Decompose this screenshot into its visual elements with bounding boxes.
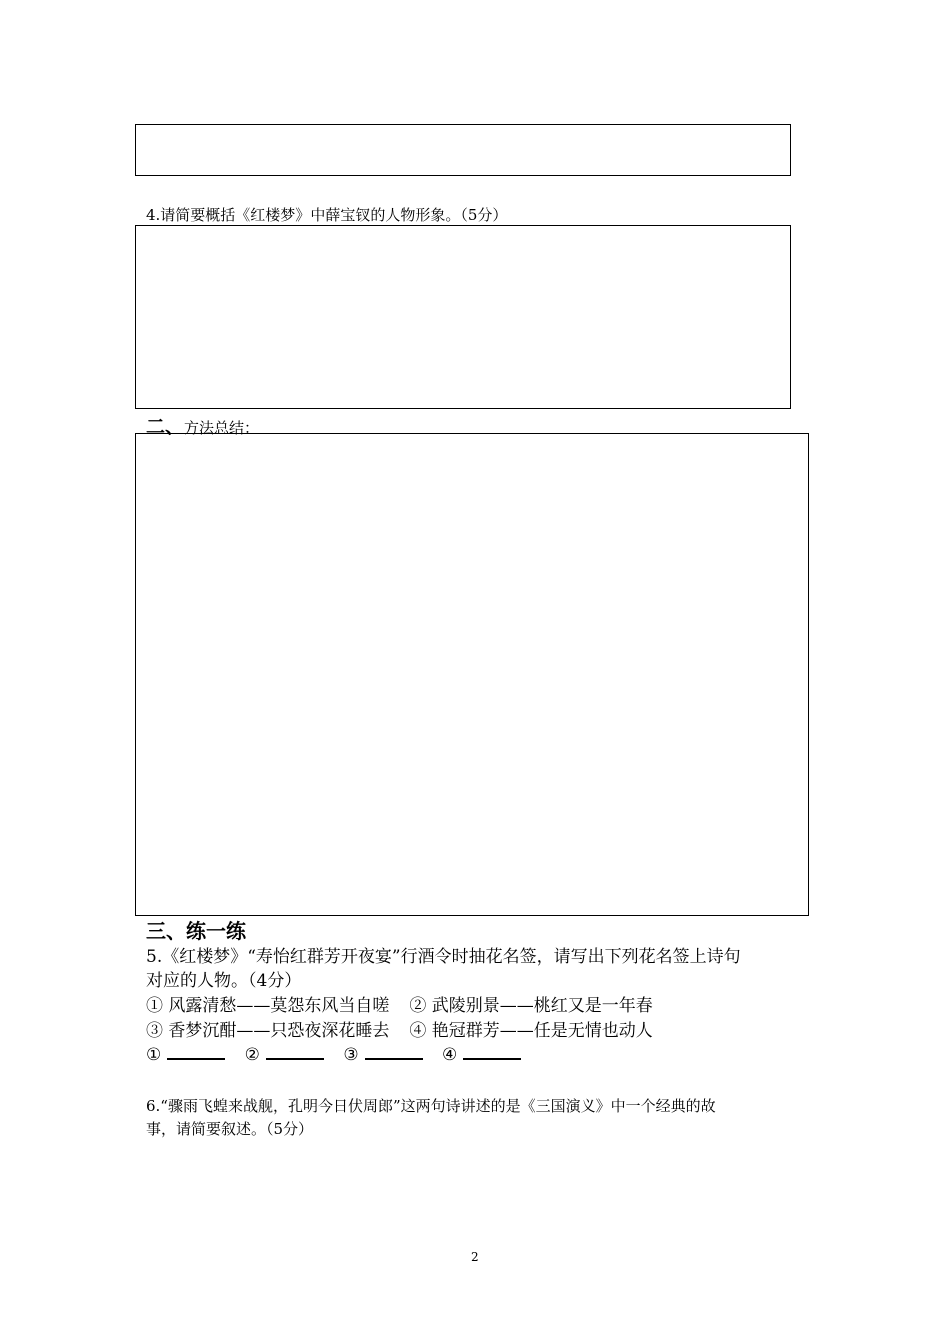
question-5-row-2 [146,1016,653,1041]
question-5-row-1 [146,991,653,1016]
answer-item-1 [146,1042,225,1065]
section-2-title: 方法总结： [184,419,260,437]
question-5-line-1: 5.《红楼梦》“寿怡红群芳开夜宴”行酒令时抽花名签，请写出下列花名签上诗句 [146,947,741,967]
answer-blank-2[interactable] [266,1042,324,1060]
answer-box-q3[interactable] [135,124,791,176]
method-summary-box[interactable] [135,433,809,916]
answer-box-q4[interactable] [135,225,791,409]
question-6-line-2: 事，请简要叙述。（5分） [146,1120,314,1138]
page-number: 2 [471,1250,479,1264]
flower-slip-2: ② 武陵别景——桃红又是一年春 [409,996,653,1016]
answer-marker-3: ③ [343,1045,359,1065]
answer-marker-1: ① [146,1045,162,1065]
question-4-text: 4.请简要概括《红楼梦》中薛宝钗的人物形象。（5分） [146,206,508,224]
answer-item-2 [245,1042,324,1065]
question-5-answers [146,1042,535,1065]
flower-slip-4: ④ 艳冠群芳——任是无情也动人 [409,1021,653,1041]
answer-item-3 [343,1042,422,1065]
answer-blank-3[interactable] [365,1042,423,1060]
answer-blank-4[interactable] [463,1042,521,1060]
answer-item-4 [442,1042,521,1065]
section-2-label: 二、 [146,416,185,438]
question-6-line-1: 6.“骤雨飞蝗来战舰，孔明今日伏周郎”这两句诗讲述的是《三国演义》中一个经典的故 [146,1097,716,1115]
section-3-heading: 三、练一练 [146,919,246,943]
answer-marker-2: ② [244,1045,260,1065]
flower-slip-3: ③ 香梦沉酣——只恐夜深花睡去 [146,1021,390,1041]
question-5-line-2: 对应的人物。（4分） [146,971,302,991]
flower-slip-1: ① 风露清愁——莫怨东风当自嗟 [146,996,390,1016]
answer-blank-1[interactable] [167,1042,225,1060]
answer-marker-4: ④ [441,1045,458,1065]
